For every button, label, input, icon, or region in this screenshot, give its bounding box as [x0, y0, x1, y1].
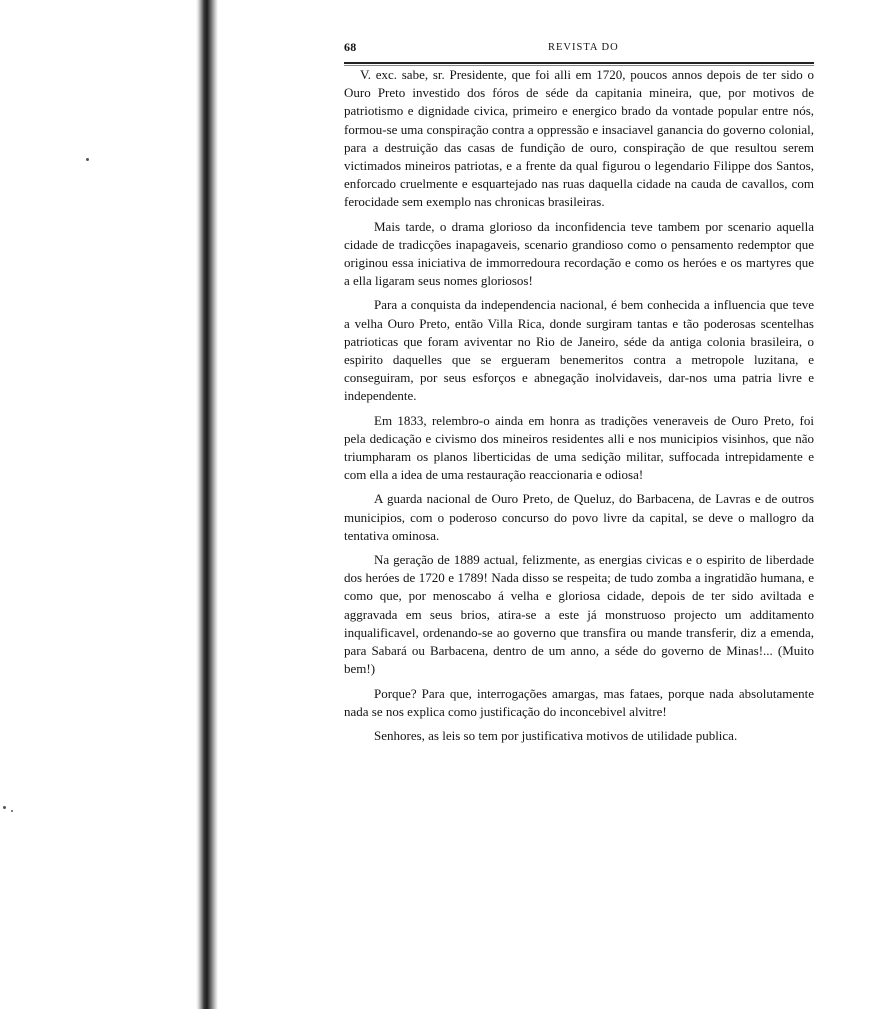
scan-speck: [11, 810, 13, 812]
paragraph: Na geração de 1889 actual, felizmente, as energias civicas e o espirito de liberdade dos heróes de 1720 e 1789! Nada disso se respeita; de tudo zomba a ingratidão humana, e como que, por menoscabo á velha e gloriosa cidade, depois de ter sido aviltada e aggravada em seus brios, atira-se a este já monstruoso projecto um additamento inqualificavel, ordenando-se ao governo que transfira ou mande transferir, diz a emenda, para Sabará ou Barbacena, dentro de um anno, a séde do governo de Minas!... (Muito bem!): [344, 552, 814, 677]
paragraph: A guarda nacional de Ouro Preto, de Queluz, do Barbacena, de Lavras e de outros municipios, com o poderoso concurso do povo livre da capital, se deve o mallogro da tentativa ominosa.: [344, 491, 814, 543]
body-text: [344, 66, 814, 751]
book-page: [344, 40, 814, 743]
page-header: [344, 40, 814, 58]
running-head: REVISTA DO: [548, 42, 619, 53]
scan-speck: [86, 158, 89, 161]
paragraph: Mais tarde, o drama glorioso da inconfidencia teve tambem por scenario aquella cidade de tradicções inapagaveis, scenario grandioso como o pensamento redemptor que originou essa iniciativa de immorredoura recordação e como os heróes e os martyres que a ella ligaram seus nomes gloriosos!: [344, 218, 814, 289]
paragraph: Para a conquista da independencia nacional, é bem conhecida a influencia que teve a velha Ouro Preto, então Villa Rica, donde surgiram tantas e tão poderosas scentelhas patrioticas que foram aviventar no Rio de Janeiro, séde da antiga colonia brasileira, o espirito daquelles que se ergueram benemeritos contra a metropole luzitana, e conseguiram, por seus esforços e abnegação inolvidaveis, dar-nos uma patria livre e independente.: [344, 297, 814, 404]
header-rule: [344, 62, 814, 64]
page-number: 68: [344, 40, 357, 54]
paragraph: Porque? Para que, interrogações amargas, mas fataes, porque nada absolutamente nada se nos explica como justificação do inconcebivel alvitre!: [344, 685, 814, 719]
paragraph: V. exc. sabe, sr. Presidente, que foi alli em 1720, poucos annos depois de ter sido o Ouro Preto investido dos fóros de séde da capitania mineira, que, por motivos de patriotismo e dignidade civica, primeiro e energico brado da vontade popular entre nós, formou-se uma conspiração contra a oppressão e insaciavel ganancia do governo colonial, para a destruição das casas de fundição de ouro, conspiração de que resultou serem victimados mineiros patriotas, e a frente da qual figurou o legendario Filippe dos Santos, enforcado cruelmente e esquartejado nas ruas daquella cidade na cauda de cavallos, com ferocidade sem exemplo nas chronicas brasileiras.: [344, 67, 814, 210]
paragraph: Senhores, as leis so tem por justificativa motivos de utilidade publica.: [374, 727, 738, 743]
scan-speck: [3, 806, 6, 809]
paragraph: Em 1833, relembro-o ainda em honra as tradições veneraveis de Ouro Preto, foi pela dedicação e civismo dos mineiros residentes alli e nos municipios visinhos, que não triumpharam os planos liberticidas de uma sedição militar, suffocada intrepidamente e com ella a idea de uma restauração reaccionaria e odiosa!: [344, 412, 814, 483]
book-binding-shadow: [196, 0, 218, 1009]
